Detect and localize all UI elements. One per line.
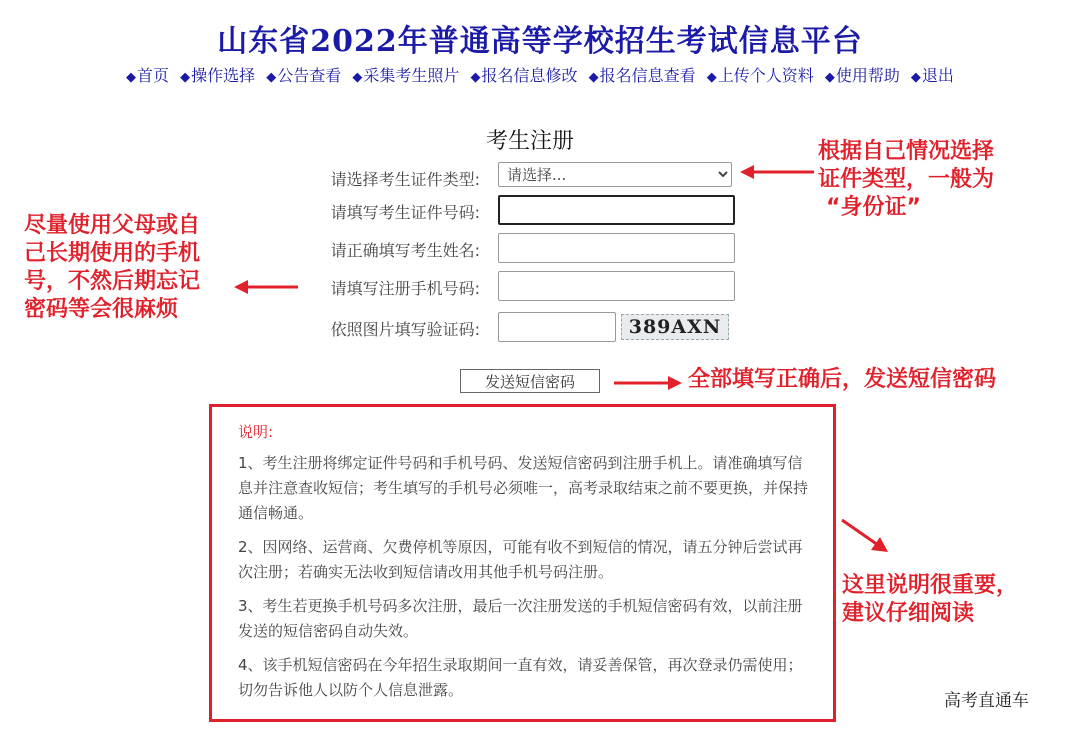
arrow-down-right-icon — [838, 516, 892, 556]
nav-view-info[interactable]: ◆报名信息查看 — [588, 66, 696, 85]
nav-help[interactable]: ◆使用帮助 — [824, 66, 900, 85]
nav-home[interactable]: ◆首页 — [126, 66, 170, 85]
nav-photo[interactable]: ◆采集考生照片 — [352, 66, 460, 85]
diamond-icon: ◆ — [706, 70, 717, 85]
note-item: 4、该手机短信密码在今年招生录取期间一直有效，请妥善保管，再次登录仍需使用；切勿告诉他人以防个人信息泄露。 — [238, 656, 803, 699]
diamond-icon: ◆ — [910, 70, 921, 85]
form-title: 考生注册 — [485, 129, 574, 154]
annotation-notes: 这里说明很重要， 建议仔细阅读 — [842, 573, 1019, 626]
captcha-input[interactable] — [498, 312, 616, 342]
captcha-image[interactable]: 389AXN — [621, 314, 729, 340]
annotation-id-type: 根据自己情况选择 证件类型，一般为 “身份证” — [818, 139, 995, 220]
name-label: 请正确填写考生姓名: — [330, 241, 480, 260]
diamond-icon: ◆ — [180, 70, 191, 85]
id-type-label: 请选择考生证件类型: — [330, 170, 480, 189]
nav-announcements[interactable]: ◆公告查看 — [266, 66, 342, 85]
phone-label: 请填写注册手机号码: — [330, 279, 480, 298]
note-item: 2、因网络、运营商、欠费停机等原因，可能有收不到短信的情况，请五分钟后尝试再次注册；若确实无法收到短信请改用其他手机号码注册。 — [238, 538, 803, 581]
diamond-icon: ◆ — [470, 70, 481, 85]
note-item: 3、考生若更换手机号码多次注册，最后一次注册发送的手机短信密码有效，以前注册发送的短信密码自动失效。 — [238, 597, 803, 640]
diamond-icon: ◆ — [126, 70, 137, 85]
page-title: 山东省2022年普通高等学校招生考试信息平台 — [217, 24, 863, 59]
send-sms-button[interactable]: 发送短信密码 — [460, 369, 600, 393]
id-number-label: 请填写考生证件号码: — [330, 203, 480, 222]
watermark: 高考直通车 — [944, 691, 1029, 711]
annotation-send: 全部填写正确后，发送短信密码 — [688, 367, 997, 392]
name-input[interactable] — [498, 233, 735, 263]
arrow-right-icon — [612, 374, 684, 392]
id-type-select[interactable] — [498, 162, 732, 187]
annotation-phone: 尽量使用父母或自 己长期使用的手机 号，不然后期忘记 密码等会很麻烦 — [24, 213, 201, 322]
arrow-left-icon — [232, 278, 300, 296]
nav-operation[interactable]: ◆操作选择 — [180, 66, 256, 85]
phone-input[interactable] — [498, 271, 735, 301]
notes-box — [209, 404, 836, 722]
id-number-input[interactable] — [498, 195, 735, 225]
nav-edit-info[interactable]: ◆报名信息修改 — [470, 66, 578, 85]
nav-logout[interactable]: ◆退出 — [910, 66, 954, 85]
captcha-label: 依照图片填写验证码: — [330, 320, 480, 339]
diamond-icon: ◆ — [352, 70, 363, 85]
note-item: 1、考生注册将绑定证件号码和手机号码、发送短信密码到注册手机上。请准确填写信息并注意查收短信；考生填写的手机号必须唯一，高考录取结束之前不要更换，并保持通信畅通。 — [238, 454, 809, 522]
diamond-icon: ◆ — [588, 70, 599, 85]
diamond-icon: ◆ — [824, 70, 835, 85]
nav-upload[interactable]: ◆上传个人资料 — [706, 66, 814, 85]
diamond-icon: ◆ — [266, 70, 277, 85]
arrow-left-icon — [738, 163, 816, 181]
notes-heading: 说明: — [238, 423, 274, 441]
top-nav — [0, 63, 1080, 86]
